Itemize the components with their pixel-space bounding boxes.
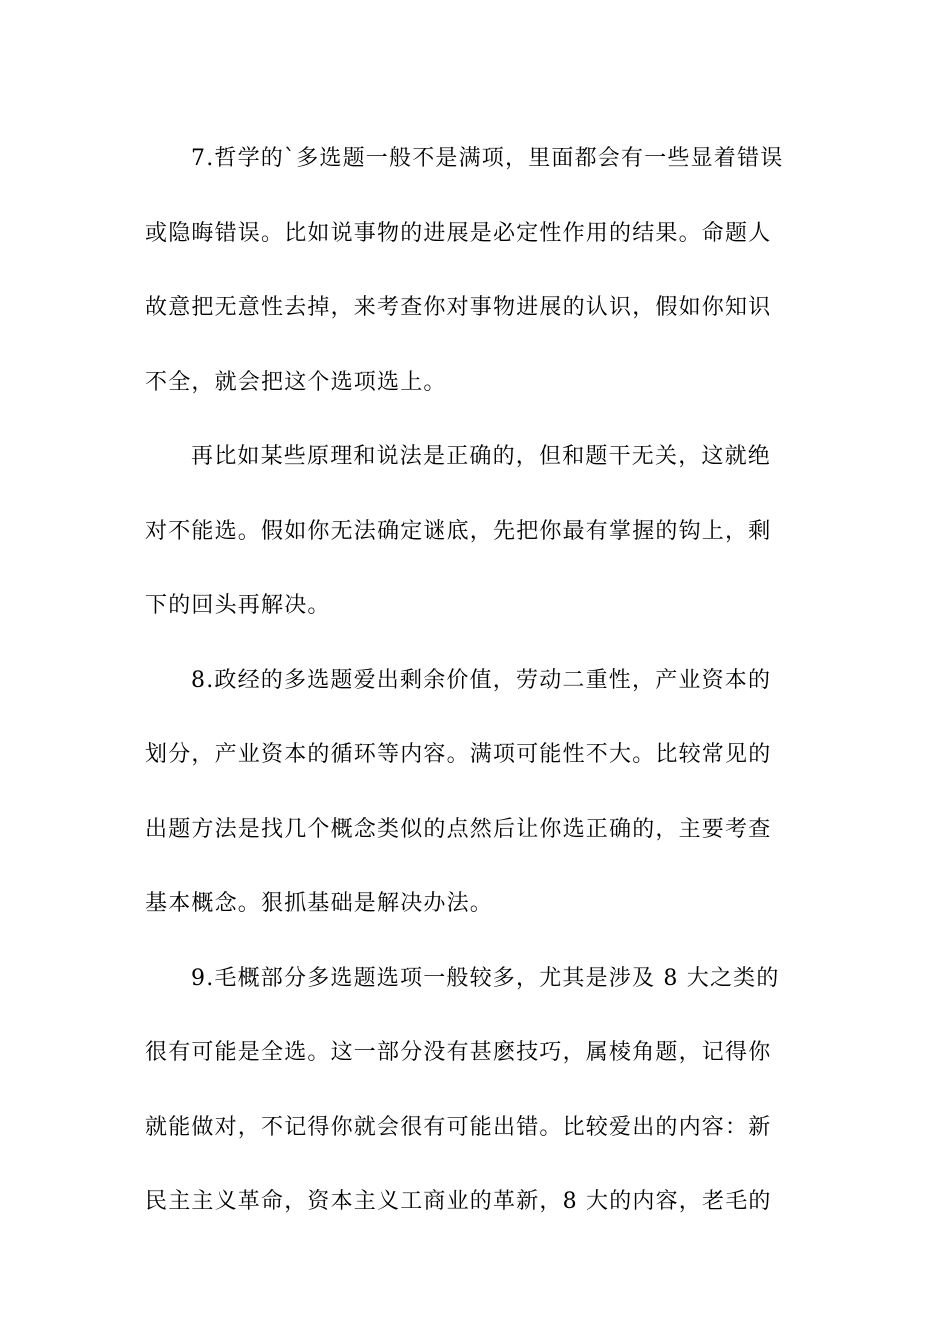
text-line: 民主主义革命，资本主义工商业的革新，8 大的内容，老毛的 <box>145 1189 772 1214</box>
text-line: 再比如某些原理和说法是正确的，但和题干无关，这就绝 <box>191 444 772 469</box>
text-line: 不全，就会把这个选项选上。 <box>145 369 447 395</box>
paragraph-example <box>145 420 807 644</box>
text-line: 很有可能是全选。这一部分没有甚麽技巧，属棱角题，记得你 <box>145 1040 772 1065</box>
text-line: 出题方法是找几个概念类似的点然后让你选正确的，主要考查 <box>145 816 772 842</box>
paragraph-9-mao-thought <box>145 942 807 1240</box>
text-line: 7.哲学的`多选题一般不是满项，里面都会有一些显着错误 <box>191 146 784 171</box>
paragraph-7-philosophy <box>145 122 807 420</box>
text-line: 就能做对，不记得你就会很有可能出错。比较爱出的内容：新 <box>145 1114 772 1140</box>
text-line: 8.政经的多选题爱出剩余价值，劳动二重性，产业资本的 <box>191 667 772 693</box>
document-body <box>145 122 807 1240</box>
text-line: 基本概念。狠抓基础是解决办法。 <box>145 891 494 916</box>
paragraph-8-political-economy <box>145 644 807 942</box>
text-line: 故意把无意性去掉，来考查你对事物进展的认识，假如你知识 <box>145 295 772 320</box>
text-line: 对不能选。假如你无法确定谜底，先把你最有掌握的钩上，剩 <box>145 518 772 544</box>
text-line: 或隐晦错误。比如说事物的进展是必定性作用的结果。命题人 <box>145 220 772 246</box>
text-line: 9.毛概部分多选题选项一般较多，尤其是涉及 8 大之类的 <box>191 965 780 991</box>
text-line: 划分，产业资本的循环等内容。满项可能性不大。比较常见的 <box>145 742 772 767</box>
text-line: 下的回头再解决。 <box>145 593 331 618</box>
